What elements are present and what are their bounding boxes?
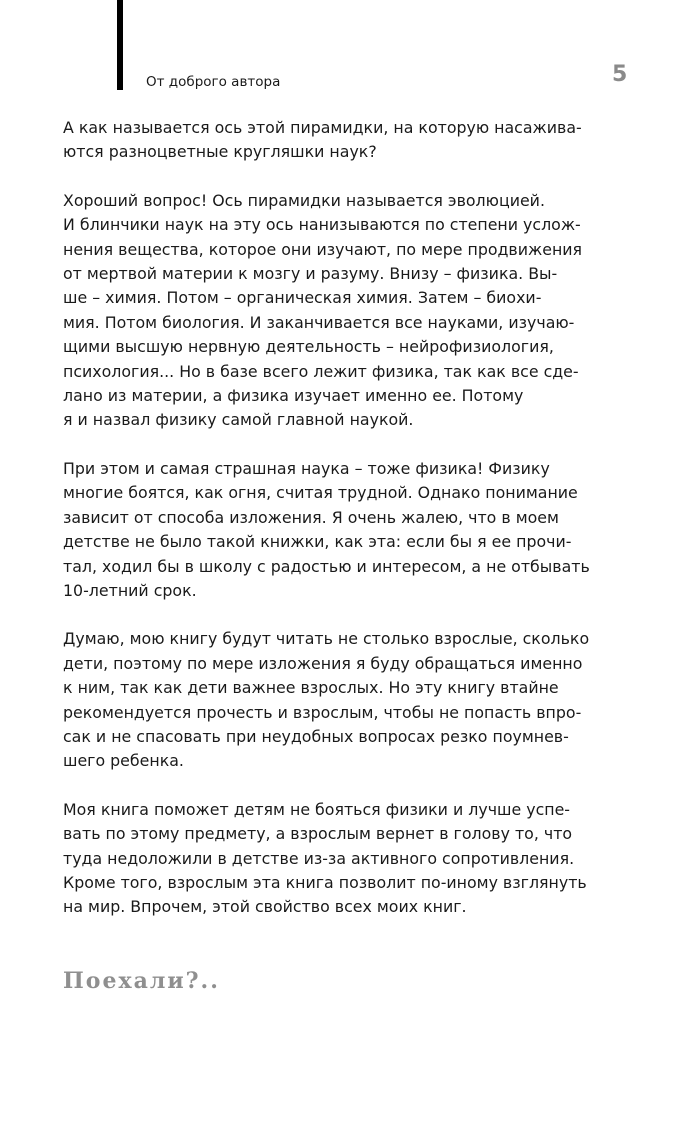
text-line: И блинчики наук на эту ось нанизываются по степени услож-: [63, 215, 581, 235]
text-line: щими высшую нервную деятельность – нейрофизиология,: [63, 337, 554, 357]
text-line: вать по этому предмету, а взрослым вернет в голову то, что: [63, 824, 573, 844]
body-text: [63, 116, 643, 944]
text-line: зависит от способа изложения. Я очень жалею, что в моем: [63, 507, 559, 527]
text-line: А как называется ось этой пирамидки, на которую насажива-: [63, 118, 582, 137]
text-line: При этом и самая страшная наука – тоже физика! Физику: [63, 458, 550, 478]
text-line: Хороший вопрос! Ось пирамидки называется эволюцией.: [63, 190, 545, 210]
text-line: ше – химия. Потом – органическая химия. Затем – биохи-: [63, 288, 542, 308]
text-line: к ним, так как дети важнее взрослых. Но эту книгу втайне: [63, 678, 559, 698]
text-line: мия. Потом биология. И заканчивается все науками, изучаю-: [63, 312, 575, 332]
text-line: лано из материи, а физика изучает именно ее. Потому: [63, 386, 524, 406]
header-vertical-bar: [117, 0, 123, 90]
text-line: ются разноцветные кругляшки наук?: [63, 142, 377, 162]
text-line: многие боятся, как огня, считая трудной. Однако понимание: [63, 483, 578, 503]
text-line: психология... Но в базе всего лежит физика, так как все сде-: [63, 361, 579, 381]
paragraph-4: [63, 627, 643, 773]
paragraph-5: [63, 798, 643, 920]
text-line: Моя книга поможет детям не бояться физики и лучше успе-: [63, 799, 570, 819]
text-line: от мертвой материи к мозгу и разуму. Внизу – физика. Вы-: [63, 264, 558, 284]
text-line: рекомендуется прочесть и взрослым, чтобы не попасть впро-: [63, 702, 582, 722]
text-line: дети, поэтому по мере изложения я буду обращаться именно: [63, 653, 583, 673]
closing-phrase: Поехали?..: [63, 968, 220, 994]
paragraph-3: [63, 457, 643, 603]
text-line: нения вещества, которое они изучают, по мере продвижения: [63, 239, 583, 259]
text-line: 10-летний срок.: [63, 580, 197, 600]
page-number: 5: [612, 62, 628, 87]
text-line: я и назвал физику самой главной наукой.: [63, 410, 414, 430]
text-line: детстве не было такой книжки, как эта: если бы я ее прочи-: [63, 532, 572, 552]
text-line: на мир. Впрочем, этой свойство всех моих книг.: [63, 897, 467, 917]
paragraph-2: [63, 189, 643, 433]
running-header-title: От доброго автора: [146, 74, 281, 90]
text-line: туда недоложили в детстве из-за активного сопротивления.: [63, 848, 575, 868]
text-line: тал, ходил бы в школу с радостью и интересом, а не отбывать: [63, 556, 590, 576]
text-line: шего ребенка.: [63, 751, 184, 771]
paragraph-1: [63, 116, 643, 165]
text-line: сак и не спасовать при неудобных вопросах резко поумнев-: [63, 726, 569, 746]
text-line: Думаю, мою книгу будут читать не столько взрослые, сколько: [63, 629, 590, 649]
text-line: Кроме того, взрослым эта книга позволит по-иному взглянуть: [63, 872, 587, 892]
